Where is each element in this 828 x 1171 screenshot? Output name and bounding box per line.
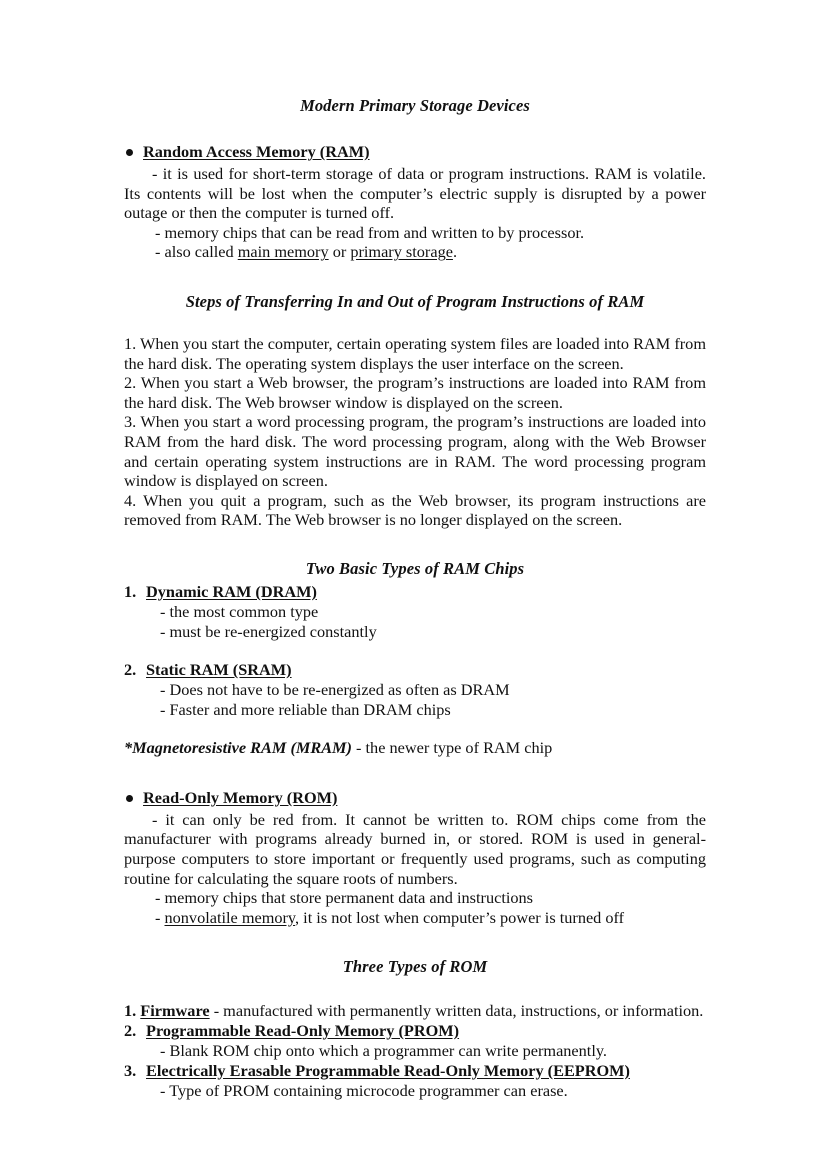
- document-content: [124, 96, 706, 1100]
- ram-chip-item-1-sub-1: - the most common type: [160, 601, 319, 621]
- ram-sub-item-2: [124, 242, 706, 262]
- steps-section-heading: Steps of Transferring In and Out of Program Instructions of RAM: [185, 291, 645, 311]
- rom-description-paragraph: - it can only be red from. It cannot be written to. ROM chips come from the manufacturer with programs already burned in, or stored. ROM is used in general-purpose computers to store important or frequently used programs, such as computing routine for calculating the square roots of numbers.: [124, 809, 706, 888]
- ram-term-main-memory: main memory: [237, 242, 329, 262]
- ram-chip-item-1-number: 1.: [124, 581, 137, 601]
- bullet-dot-icon: [126, 149, 133, 156]
- ram-chip-item-2-number: 2.: [124, 660, 137, 680]
- ram-sub-item-2-middle: or: [328, 242, 351, 262]
- ram-heading-label: Random Access Memory (RAM): [143, 142, 370, 161]
- rom-type-item-1-title: Firmware: [140, 1001, 210, 1021]
- page-title: Modern Primary Storage Devices: [300, 96, 530, 115]
- ram-chip-item-1-sub-2: - must be re-energized constantly: [160, 621, 377, 641]
- rom-sub-item-1: - memory chips that store permanent data and instructions: [155, 888, 533, 908]
- ram-chip-item-1-title: Dynamic RAM (DRAM): [146, 581, 317, 601]
- bullet-dot-icon: [126, 795, 133, 802]
- ram-sub-item-2-prefix: - also called: [155, 242, 238, 262]
- rom-type-item-1-number: 1.: [124, 1001, 137, 1021]
- steps-item-4: 4. When you quit a program, such as the Web browser, its program instructions are removed from RAM. The Web browser is no longer displayed on the screen.: [124, 490, 706, 530]
- rom-type-item-1-description: - manufactured with permanently written data, instructions, or information.: [209, 1001, 704, 1021]
- mram-term: *Magnetoresistive RAM (MRAM): [124, 738, 352, 758]
- ram-description-paragraph: - it is used for short-term storage of data or program instructions. RAM is volatile. Its contents will be lost when the computer’s electric supply is disrupted by a power outage or then the computer is turned off.: [124, 164, 706, 223]
- rom-sub-item-2-prefix: -: [155, 907, 165, 927]
- spacer: [124, 719, 706, 738]
- rom-type-item-2-number: 2.: [124, 1021, 137, 1041]
- ram-chip-item-2-sub-2: - Faster and more reliable than DRAM chips: [160, 699, 451, 719]
- ram-sub-item-1: - memory chips that can be read from and written to by processor.: [155, 222, 585, 242]
- steps-item-3: 3. When you start a word processing program, the program’s instructions are loaded into RAM from the hard disk. The word processing program, along with the Web Browser and certain operating system instructions are in RAM. The word processing program window is displayed on screen.: [124, 412, 706, 491]
- rom-heading-label: Read-Only Memory (ROM): [143, 787, 338, 807]
- mram-description: - the newer type of RAM chip: [351, 738, 553, 758]
- ram-chip-item-2-sub-1: - Does not have to be re-energized as often as DRAM: [160, 680, 510, 700]
- rom-type-item-2-sub-1: - Blank ROM chip onto which a programmer can write permanently.: [160, 1041, 608, 1061]
- rom-term-nonvolatile-memory: nonvolatile memory: [164, 907, 296, 927]
- ram-chips-section-heading: Two Basic Types of RAM Chips: [305, 558, 525, 578]
- rom-type-item-3-title: Electrically Erasable Programmable Read-Only Memory (EEPROM): [146, 1060, 630, 1080]
- rom-type-item-3: [124, 1061, 706, 1081]
- steps-item-1: 1. When you start the computer, certain operating system files are loaded into RAM from the hard disk. The operating system displays the user interface on the screen.: [124, 333, 706, 373]
- rom-type-item-1: [124, 1001, 706, 1021]
- rom-sub-item-2-suffix: , it is not lost when computer’s power is turned off: [295, 907, 625, 927]
- ram-chip-item-2: [124, 660, 706, 680]
- rom-sub-item-2: [124, 908, 706, 928]
- rom-type-item-3-sub-1: - Type of PROM containing microcode programmer can erase.: [160, 1080, 568, 1100]
- ram-sub-item-2-suffix: .: [452, 242, 458, 262]
- rom-type-item-2: [124, 1021, 706, 1041]
- ram-term-primary-storage: primary storage: [350, 242, 453, 262]
- rom-type-item-2-title: Programmable Read-Only Memory (PROM): [146, 1021, 460, 1041]
- mram-line: [124, 738, 706, 758]
- ram-chip-item-1: [124, 582, 706, 602]
- ram-bullet-heading: [124, 142, 706, 162]
- rom-types-section-heading: Three Types of ROM: [342, 957, 488, 977]
- spacer: [124, 641, 706, 660]
- ram-chip-item-2-title: Static RAM (SRAM): [146, 660, 292, 680]
- steps-item-2: 2. When you start a Web browser, the program’s instructions are loaded into RAM from the hard disk. The Web browser window is displayed on the screen.: [124, 373, 706, 412]
- rom-type-item-3-number: 3.: [124, 1060, 137, 1080]
- rom-bullet-heading: [124, 788, 706, 808]
- spacer: [124, 758, 706, 788]
